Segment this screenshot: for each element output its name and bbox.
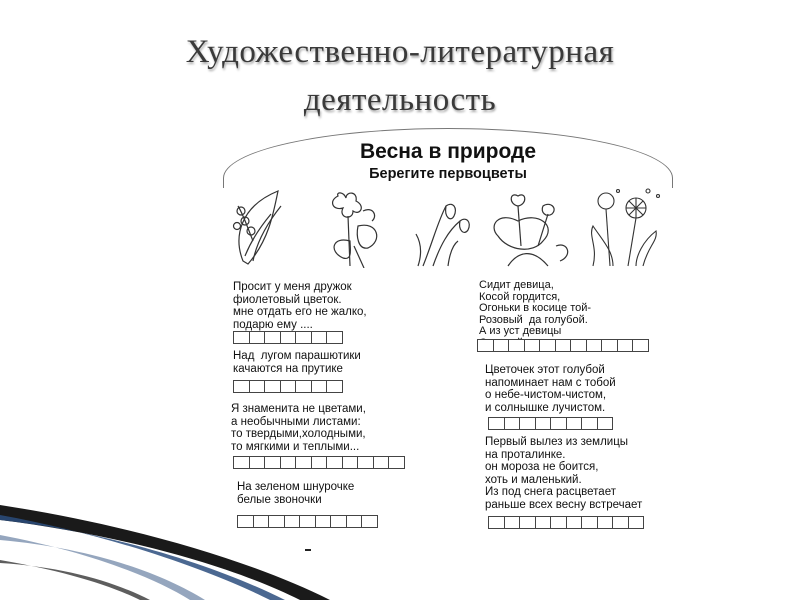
answer-boxes[interactable] [477, 339, 648, 352]
dash-mark [305, 549, 311, 551]
riddle-text: На зеленом шнурочке белые звоночки [237, 481, 355, 506]
riddle-text: Просит у меня дружок фиолетовый цветок. мне отдать его не жалко, подарю ему .... [233, 281, 367, 331]
answer-boxes[interactable] [233, 331, 342, 344]
slide-title-line2: деятельность [303, 82, 497, 118]
riddle-text: Первый вылез из землицы на проталинке. он мороза не боится, хоть и маленький. Из под снега расцветает раньше всех весну встречает [485, 436, 643, 511]
worksheet-heading: Весна в природе [360, 140, 536, 163]
riddle-text: Я знаменита не цветами, а необычными листами: то твердыми,холодными, то мягкими и теплыми... [231, 403, 366, 453]
answer-boxes[interactable] [237, 515, 377, 528]
worksheet [223, 128, 673, 558]
answer-boxes[interactable] [233, 380, 342, 393]
answer-boxes[interactable] [488, 417, 612, 430]
snowdrop-icon [416, 204, 469, 266]
dandelion-icon [592, 189, 660, 266]
worksheet-subheading: Берегите первоцветы [369, 166, 527, 182]
slide-title-line1: Художественно-литературная [185, 34, 615, 70]
coltsfoot-icon [494, 195, 568, 266]
lily-of-the-valley-icon [234, 191, 282, 264]
answer-boxes[interactable] [488, 516, 643, 529]
riddle-text: Цветочек этот голубой напоминает нам с тобой о небе-чистом-чистом, и солнышке лучистом. [485, 364, 616, 414]
riddle-text: Над лугом парашютики качаются на прутике [233, 350, 361, 375]
answer-boxes[interactable] [233, 456, 404, 469]
violet-icon [333, 193, 377, 268]
flowers-illustration [223, 186, 673, 268]
riddle-text: Сидит девица, Косой гордится, Огоньки в косице той- Розовый да голубой. А из уст девицы [479, 279, 592, 337]
